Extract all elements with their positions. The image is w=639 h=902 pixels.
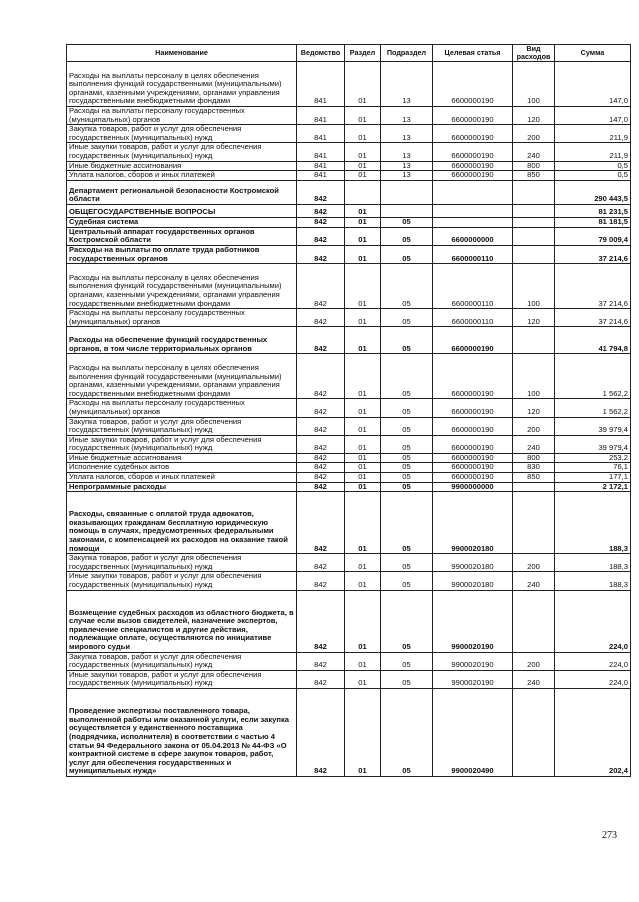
cell-name: Расходы, связанные с оплатой труда адвокатов, оказывающих гражданам бесплатную юридическую помощь в случаях, предусмотренных федеральными законами, с компенсацией их расходов на оказание такой помощи (67, 492, 297, 554)
table-row (67, 62, 631, 107)
cell-expense-type (513, 204, 555, 217)
table-row (67, 161, 631, 171)
cell-section: 01 (345, 161, 381, 171)
table-body (67, 62, 631, 777)
cell-sum: 39 979,4 (555, 417, 631, 435)
cell-name: Закупка товаров, работ и услуг для обеспечения государственных (муниципальных) нужд (67, 417, 297, 435)
cell-target-article: 6600000190 (433, 327, 513, 354)
cell-expense-type: 100 (513, 62, 555, 107)
cell-subsection: 05 (381, 327, 433, 354)
cell-expense-type: 200 (513, 554, 555, 572)
cell-subsection: 05 (381, 652, 433, 670)
cell-target-article: 9900020190 (433, 670, 513, 688)
cell-name: Проведение экспертизы поставленного товара, выполненной работы или оказанной услуги, если закупка осуществляется у единственного поставщика (подрядчика, исполнителя) в соответствии с частью 4 статьи 94 Федерального закона от 05.04.2013 № 44-ФЗ «О контрактной системе в сфере закупок товаров, работ, услуг для обеспечения государственных и муниципальных нужд» (67, 689, 297, 777)
cell-sum: 253,2 (555, 453, 631, 463)
cell-department: 842 (297, 482, 345, 492)
cell-sum: 224,0 (555, 652, 631, 670)
cell-department: 841 (297, 62, 345, 107)
cell-sum: 79 009,4 (555, 227, 631, 245)
cell-name: Расходы на выплаты персоналу в целях обеспечения выполнения функций государственными (муниципальными) органами, казенными учреждениями, органами управления государственными внебюджетными фондами (67, 62, 297, 107)
cell-subsection: 05 (381, 245, 433, 263)
cell-section: 01 (345, 143, 381, 161)
cell-expense-type (513, 482, 555, 492)
cell-sum: 147,0 (555, 62, 631, 107)
cell-name: Расходы на выплаты персоналу в целях обеспечения выполнения функций государственными (муниципальными) органами, казенными учреждениями, органами управления государственными внебюджетными фондами (67, 354, 297, 399)
cell-name: Закупка товаров, работ и услуг для обеспечения государственных (муниципальных) нужд (67, 554, 297, 572)
cell-sum: 76,1 (555, 463, 631, 473)
cell-sum: 211,9 (555, 143, 631, 161)
col-header-sum: Сумма (555, 45, 631, 62)
cell-section: 01 (345, 689, 381, 777)
cell-section: 01 (345, 652, 381, 670)
cell-sum: 0,5 (555, 171, 631, 181)
table-row (67, 652, 631, 670)
cell-expense-type: 850 (513, 171, 555, 181)
cell-sum: 147,0 (555, 107, 631, 125)
table-row (67, 217, 631, 227)
cell-subsection (381, 204, 433, 217)
cell-subsection: 05 (381, 572, 433, 590)
cell-subsection: 05 (381, 309, 433, 327)
cell-department: 841 (297, 107, 345, 125)
cell-expense-type: 120 (513, 107, 555, 125)
cell-section: 01 (345, 125, 381, 143)
cell-section: 01 (345, 217, 381, 227)
cell-target-article: 9900020190 (433, 590, 513, 652)
cell-name: Расходы на обеспечение функций государственных органов, в том числе территориальных органов (67, 327, 297, 354)
table-row (67, 399, 631, 417)
cell-subsection (381, 180, 433, 204)
cell-target-article: 6600000190 (433, 62, 513, 107)
cell-expense-type: 100 (513, 264, 555, 309)
cell-target-article: 6600000190 (433, 161, 513, 171)
cell-section: 01 (345, 62, 381, 107)
cell-name: Центральный аппарат государственных органов Костромской области (67, 227, 297, 245)
cell-sum: 202,4 (555, 689, 631, 777)
cell-target-article: 6600000190 (433, 417, 513, 435)
cell-section: 01 (345, 354, 381, 399)
cell-section: 01 (345, 463, 381, 473)
cell-section: 01 (345, 435, 381, 453)
cell-subsection: 05 (381, 227, 433, 245)
cell-subsection: 13 (381, 125, 433, 143)
cell-section: 01 (345, 309, 381, 327)
cell-department: 842 (297, 264, 345, 309)
cell-department: 842 (297, 689, 345, 777)
cell-section: 01 (345, 473, 381, 483)
cell-section: 01 (345, 245, 381, 263)
cell-sum: 37 214,6 (555, 264, 631, 309)
cell-subsection: 05 (381, 463, 433, 473)
cell-department: 842 (297, 453, 345, 463)
cell-subsection: 13 (381, 143, 433, 161)
cell-subsection: 05 (381, 264, 433, 309)
col-header-department: Ведомство (297, 45, 345, 62)
cell-name: Судебная система (67, 217, 297, 227)
cell-expense-type: 200 (513, 125, 555, 143)
cell-expense-type (513, 590, 555, 652)
cell-section: 01 (345, 590, 381, 652)
table-row (67, 417, 631, 435)
cell-department: 842 (297, 572, 345, 590)
cell-name: Закупка товаров, работ и услуг для обеспечения государственных (муниципальных) нужд (67, 125, 297, 143)
cell-department: 842 (297, 327, 345, 354)
cell-section: 01 (345, 107, 381, 125)
cell-department: 842 (297, 204, 345, 217)
cell-expense-type: 240 (513, 670, 555, 688)
cell-section: 01 (345, 327, 381, 354)
table-row (67, 227, 631, 245)
cell-section: 01 (345, 453, 381, 463)
cell-expense-type: 800 (513, 161, 555, 171)
col-header-subsection: Подраздел (381, 45, 433, 62)
table-row (67, 482, 631, 492)
header-row (67, 45, 631, 62)
cell-subsection: 05 (381, 670, 433, 688)
cell-department: 842 (297, 227, 345, 245)
cell-target-article (433, 180, 513, 204)
cell-name: Иные закупки товаров, работ и услуг для обеспечения государственных (муниципальных) нужд (67, 572, 297, 590)
cell-target-article (433, 204, 513, 217)
table-row (67, 435, 631, 453)
cell-expense-type (513, 227, 555, 245)
col-header-target-article: Целевая статья (433, 45, 513, 62)
table-row (67, 590, 631, 652)
cell-subsection: 05 (381, 482, 433, 492)
table-row (67, 204, 631, 217)
cell-section: 01 (345, 204, 381, 217)
cell-sum: 211,9 (555, 125, 631, 143)
cell-section: 01 (345, 492, 381, 554)
cell-subsection: 05 (381, 473, 433, 483)
table-row (67, 309, 631, 327)
table-row (67, 689, 631, 777)
table-row (67, 554, 631, 572)
cell-name: Закупка товаров, работ и услуг для обеспечения государственных (муниципальных) нужд (67, 652, 297, 670)
table-row (67, 473, 631, 483)
cell-department: 842 (297, 217, 345, 227)
cell-expense-type: 120 (513, 309, 555, 327)
cell-sum: 290 443,5 (555, 180, 631, 204)
cell-section: 01 (345, 227, 381, 245)
cell-target-article: 6600000190 (433, 463, 513, 473)
cell-subsection: 05 (381, 354, 433, 399)
cell-sum: 188,3 (555, 554, 631, 572)
cell-target-article: 9900020490 (433, 689, 513, 777)
cell-expense-type: 800 (513, 453, 555, 463)
col-header-expense-type: Вид расходов (513, 45, 555, 62)
cell-department: 842 (297, 399, 345, 417)
cell-name: Расходы на выплаты персоналу государственных (муниципальных) органов (67, 107, 297, 125)
cell-subsection: 05 (381, 554, 433, 572)
cell-sum: 41 794,8 (555, 327, 631, 354)
cell-subsection: 13 (381, 62, 433, 107)
cell-sum: 37 214,6 (555, 309, 631, 327)
cell-target-article: 9900020180 (433, 572, 513, 590)
cell-target-article: 6600000190 (433, 435, 513, 453)
cell-subsection: 05 (381, 689, 433, 777)
cell-department: 841 (297, 161, 345, 171)
cell-expense-type (513, 492, 555, 554)
cell-target-article: 9900020180 (433, 492, 513, 554)
cell-sum: 224,0 (555, 590, 631, 652)
cell-name: Расходы на выплаты по оплате труда работников государственных органов (67, 245, 297, 263)
table-row (67, 264, 631, 309)
cell-name: Иные закупки товаров, работ и услуг для обеспечения государственных (муниципальных) нужд (67, 435, 297, 453)
cell-expense-type: 120 (513, 399, 555, 417)
cell-name: Иные закупки товаров, работ и услуг для обеспечения государственных (муниципальных) нужд (67, 670, 297, 688)
cell-section (345, 180, 381, 204)
cell-target-article: 6600000190 (433, 473, 513, 483)
cell-subsection: 05 (381, 492, 433, 554)
table-row (67, 492, 631, 554)
cell-sum: 188,3 (555, 572, 631, 590)
cell-department: 842 (297, 463, 345, 473)
cell-name: Уплата налогов, сборов и иных платежей (67, 171, 297, 181)
cell-subsection: 13 (381, 171, 433, 181)
cell-subsection: 05 (381, 590, 433, 652)
cell-sum: 81 181,5 (555, 217, 631, 227)
cell-department: 842 (297, 492, 345, 554)
cell-target-article: 6600000190 (433, 354, 513, 399)
cell-sum: 0,5 (555, 161, 631, 171)
cell-name: ОБЩЕГОСУДАРСТВЕННЫЕ ВОПРОСЫ (67, 204, 297, 217)
table-row (67, 143, 631, 161)
table-row (67, 107, 631, 125)
cell-department: 842 (297, 554, 345, 572)
cell-department: 841 (297, 143, 345, 161)
cell-target-article: 6600000190 (433, 453, 513, 463)
table-row (67, 327, 631, 354)
cell-sum: 2 172,1 (555, 482, 631, 492)
page-number: 273 (602, 830, 617, 841)
cell-section: 01 (345, 264, 381, 309)
cell-target-article: 9900020180 (433, 554, 513, 572)
cell-subsection: 05 (381, 417, 433, 435)
cell-target-article: 6600000190 (433, 143, 513, 161)
cell-department: 842 (297, 417, 345, 435)
col-header-section: Раздел (345, 45, 381, 62)
cell-target-article: 9900020190 (433, 652, 513, 670)
cell-name: Возмещение судебных расходов из областного бюджета, в случае если вызов свидетелей, назначение экспертов, привлечение специалистов и другие действия, подлежащие оплате, осуществляются по инициативе мирового судьи (67, 590, 297, 652)
cell-name: Расходы на выплаты персоналу в целях обеспечения выполнения функций государственными (муниципальными) органами, казенными учреждениями, органами управления государственными внебюджетными фондами (67, 264, 297, 309)
cell-section: 01 (345, 572, 381, 590)
cell-department: 842 (297, 590, 345, 652)
cell-department: 842 (297, 309, 345, 327)
table-row (67, 670, 631, 688)
cell-target-article: 6600000190 (433, 399, 513, 417)
cell-department: 842 (297, 670, 345, 688)
cell-department: 842 (297, 354, 345, 399)
cell-section: 01 (345, 399, 381, 417)
cell-subsection: 05 (381, 399, 433, 417)
cell-subsection: 13 (381, 161, 433, 171)
table-row (67, 245, 631, 263)
table-row (67, 354, 631, 399)
cell-target-article: 6600000110 (433, 309, 513, 327)
cell-name: Иные бюджетные ассигнования (67, 161, 297, 171)
cell-department: 842 (297, 652, 345, 670)
cell-department: 842 (297, 245, 345, 263)
cell-expense-type (513, 245, 555, 263)
cell-name: Иные бюджетные ассигнования (67, 453, 297, 463)
cell-department: 842 (297, 435, 345, 453)
cell-subsection: 05 (381, 435, 433, 453)
cell-expense-type: 200 (513, 417, 555, 435)
cell-sum: 188,3 (555, 492, 631, 554)
cell-target-article: 6600000190 (433, 125, 513, 143)
cell-subsection: 13 (381, 107, 433, 125)
cell-target-article: 6600000000 (433, 227, 513, 245)
cell-section: 01 (345, 171, 381, 181)
table-row (67, 572, 631, 590)
table-row (67, 180, 631, 204)
cell-section: 01 (345, 417, 381, 435)
cell-department: 841 (297, 125, 345, 143)
cell-expense-type (513, 689, 555, 777)
cell-sum: 39 979,4 (555, 435, 631, 453)
table-row (67, 463, 631, 473)
cell-expense-type (513, 180, 555, 204)
budget-table (66, 44, 631, 777)
cell-section: 01 (345, 482, 381, 492)
cell-expense-type: 240 (513, 572, 555, 590)
table-row (67, 453, 631, 463)
cell-department: 842 (297, 473, 345, 483)
cell-name: Уплата налогов, сборов и иных платежей (67, 473, 297, 483)
cell-target-article: 6600000190 (433, 107, 513, 125)
cell-name: Иные закупки товаров, работ и услуг для обеспечения государственных (муниципальных) нужд (67, 143, 297, 161)
cell-name: Расходы на выплаты персоналу государственных (муниципальных) органов (67, 399, 297, 417)
cell-expense-type: 240 (513, 435, 555, 453)
cell-expense-type: 200 (513, 652, 555, 670)
cell-expense-type: 100 (513, 354, 555, 399)
cell-subsection: 05 (381, 453, 433, 463)
table-row (67, 171, 631, 181)
cell-expense-type (513, 217, 555, 227)
cell-sum: 1 562,2 (555, 399, 631, 417)
cell-expense-type: 830 (513, 463, 555, 473)
cell-target-article: 6600000190 (433, 171, 513, 181)
cell-sum: 37 214,6 (555, 245, 631, 263)
cell-section: 01 (345, 554, 381, 572)
cell-expense-type (513, 327, 555, 354)
cell-name: Непрограммные расходы (67, 482, 297, 492)
cell-department: 841 (297, 171, 345, 181)
cell-name: Расходы на выплаты персоналу государственных (муниципальных) органов (67, 309, 297, 327)
cell-sum: 224,0 (555, 670, 631, 688)
cell-sum: 177,1 (555, 473, 631, 483)
cell-department: 842 (297, 180, 345, 204)
cell-subsection: 05 (381, 217, 433, 227)
cell-name: Департамент региональной безопасности Костромской области (67, 180, 297, 204)
col-header-name: Наименование (67, 45, 297, 62)
cell-sum: 1 562,2 (555, 354, 631, 399)
cell-name: Исполнение судебных актов (67, 463, 297, 473)
cell-target-article: 6600000110 (433, 245, 513, 263)
cell-expense-type: 240 (513, 143, 555, 161)
table-row (67, 125, 631, 143)
cell-target-article (433, 217, 513, 227)
cell-target-article: 6600000110 (433, 264, 513, 309)
cell-sum: 81 231,5 (555, 204, 631, 217)
cell-target-article: 9900000000 (433, 482, 513, 492)
cell-expense-type: 850 (513, 473, 555, 483)
cell-section: 01 (345, 670, 381, 688)
